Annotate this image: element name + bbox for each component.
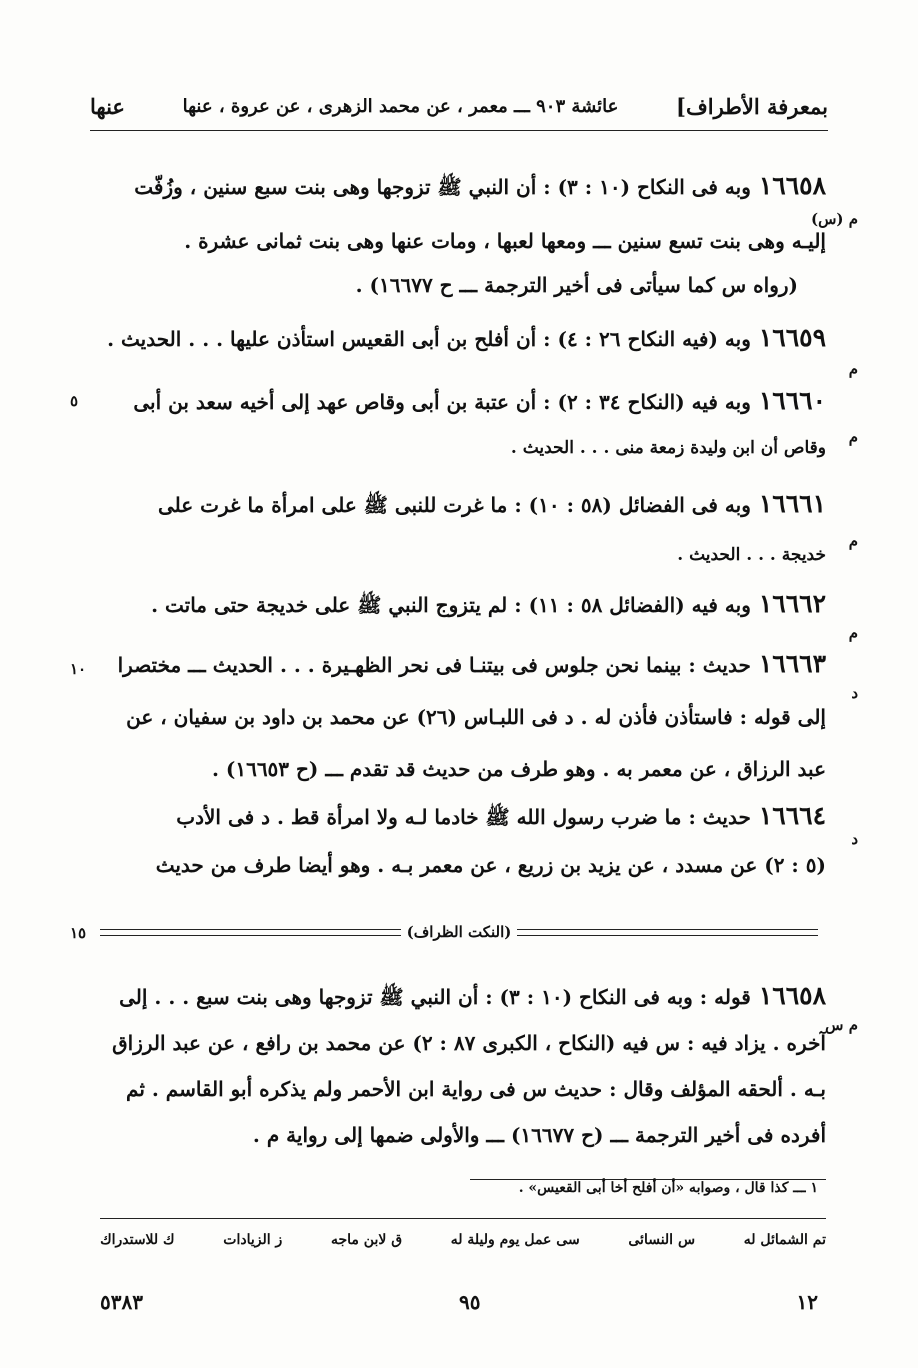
legend-item: س النسائى: [628, 1232, 696, 1248]
entry-line: إلى قوله : فاستأذن فأذن له . د فى اللبـاس (٢٦) عن محمد بن داود بن سفيان ، عن: [126, 705, 826, 729]
header-rule: [90, 130, 828, 131]
footnote: ١ ـــ كذا قال ، وصوابه «أن أفلح أخا أبى القعيس» .: [518, 1180, 818, 1196]
entry-line: ١٦٦٦٢وبه فيه (الفضائل ٥٨ : ١١) : لم يتزوج النبي ﷺ على خديجة حتى ماتت .: [151, 589, 826, 618]
entry-line: ١٦٦٦٠وبه فيه (النكاح ٣٤ : ٢) : أن عتبة بن أبى وقاص عهد إلى أخيه سعد بن أبى: [133, 386, 826, 415]
page-number: ٩٥: [459, 1290, 481, 1314]
entry-line: (رواه س كما سيأتى فى أخير الترجمة ـــ ح ١٦٦٧٧) .: [355, 273, 798, 297]
line-number-marker: ١٠: [70, 660, 87, 678]
line-number-marker: ٥: [70, 392, 79, 410]
entry-line: وقاص أن ابن وليدة زمعة منى . . . الحديث .: [510, 438, 826, 458]
divider-rule: [517, 929, 818, 936]
running-head-middle: عائشة ٩٠٣ ـــ معمر ، عن محمد الزهرى ، عن عروة ، عنها: [182, 95, 619, 117]
entry-line: (٥ : ٢) عن مسدد ، عن يزيد بن زريع ، عن معمر بـه . وهو أيضا طرف من حديث: [155, 853, 826, 877]
volume-page-code: ٥٣٨٣: [100, 1290, 143, 1314]
note-number: ١٦٦٥٨: [758, 981, 826, 1010]
entry-line: ١٦٦٦٤حديث : ما ضرب رسول الله ﷺ خادما لـه ولا امرأة قط . د فى الأدب: [176, 801, 826, 830]
entry-number: ١٦٦٦٣: [758, 649, 826, 678]
entry-number: ١٦٦٥٩: [758, 323, 826, 352]
legend-item: سى عمل يوم وليلة له: [450, 1232, 580, 1248]
entry-line: ١٦٦٥٩وبه (فيه النكاح ٢٦ : ٤) : أن أفلح بن أبى القعيس استأذن عليها . . . الحديث .: [107, 323, 826, 352]
running-head-right: بمعرفة الأطراف]: [676, 93, 828, 119]
note-line: بـه . ألحقه المؤلف وقال : حديث س فى رواية ابن الأحمر ولم يذكره أبو القاسم . ثم: [126, 1077, 826, 1101]
legend-item: تم الشمائل له: [743, 1232, 826, 1248]
entry-number: ١٦٦٦٠: [758, 386, 826, 415]
running-head: [90, 88, 828, 124]
entry-number: ١٦٦٦٤: [758, 801, 826, 830]
divider-rule: [100, 929, 401, 936]
entry-number: ١٦٦٦٢: [758, 589, 826, 618]
note-16658: [96, 980, 826, 1151]
entry-number: ١٦٦٥٨: [758, 171, 826, 200]
volume-number: ١٢: [796, 1290, 818, 1314]
source-symbol: د: [851, 684, 858, 702]
page-footer: [100, 1290, 818, 1314]
legend-item: ز الزيادات: [223, 1232, 283, 1248]
entry-16659: [96, 322, 826, 355]
entry-16660: [96, 385, 826, 464]
legend-item: ك للاستدراك: [100, 1232, 175, 1248]
entry-line: ١٦٦٦١وبه فى الفضائل (٥٨ : ١٠) : ما غرت للنبى ﷺ على امرأة ما غرت على: [157, 489, 826, 518]
entry-line: خديجة . . . الحديث .: [677, 545, 826, 565]
entry-16658: [96, 170, 826, 301]
line-number-marker: ١٥: [70, 924, 87, 942]
source-symbol: م: [848, 624, 858, 642]
entry-16662: [96, 588, 826, 621]
source-symbol: م: [848, 428, 858, 446]
legend-rule: [100, 1218, 826, 1219]
entry-16663: [96, 648, 826, 785]
entry-16664: [96, 800, 826, 881]
entry-line: إليـه وهى بنت تسع سنين ـــ ومعها لعبها ، ومات عنها وهى بنت ثمانى عشرة .: [184, 229, 826, 253]
entry-number: ١٦٦٦١: [758, 489, 826, 518]
note-line: ١٦٦٥٨قوله : وبه فى النكاح (١٠ : ٣) : أن النبي ﷺ تزوجها وهى بنت سبع . . . إلى: [119, 981, 826, 1010]
source-symbol: م: [848, 360, 858, 378]
entry-line: ١٦٦٦٣حديث : بينما نحن جلوس فى بيتنـا فى نحر الظهـيرة . . . الحديث ـــ مختصرا: [117, 649, 826, 678]
note-line: أفرده فى أخير الترجمة ـــ (ح ١٦٦٧٧) ـــ والأولى ضمها إلى رواية م .: [252, 1123, 826, 1147]
entry-line: ١٦٦٥٨وبه فى النكاح (١٠ : ٣) : أن النبي ﷺ تزوجها وهى بنت سبع سنين ، وزُفّت: [134, 171, 826, 200]
running-head-left: عنها: [90, 93, 125, 119]
note-line: آخره . يزاد فيه : س فيه (النكاح ، الكبرى ٨٧ : ٢) عن محمد بن رافع ، عن عبد الرزاق: [112, 1031, 826, 1055]
divider-title: (النكت الظراف): [406, 923, 512, 941]
source-symbol: م س: [825, 1016, 858, 1034]
source-symbol: م (س): [810, 210, 858, 228]
entry-16661: [96, 488, 826, 571]
legend-item: ق لابن ماجه: [330, 1232, 403, 1248]
source-symbol: د: [851, 830, 858, 848]
source-symbol: م: [848, 532, 858, 550]
symbol-legend: [100, 1232, 826, 1248]
nukat-divider: [100, 922, 818, 942]
entry-line: عبد الرزاق ، عن معمر به . وهو طرف من حديث قد تقدم ـــ (ح ١٦٦٥٣) .: [211, 757, 826, 781]
